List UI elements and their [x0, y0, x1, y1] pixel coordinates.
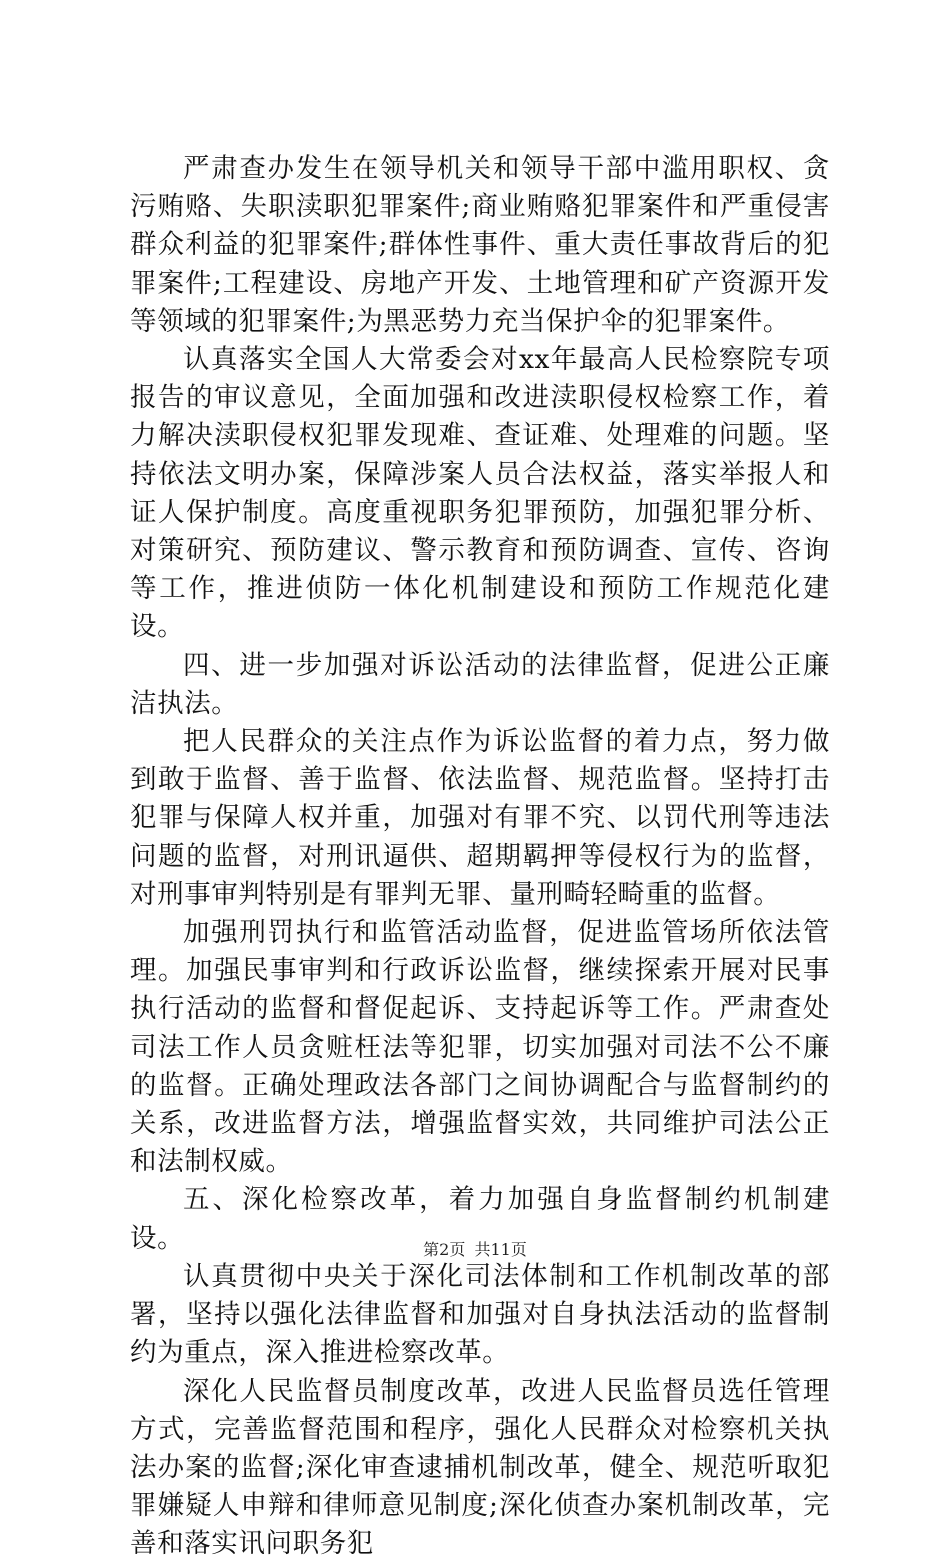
paragraph-4: 把人民群众的关注点作为诉讼监督的着力点，努力做到敢于监督、善于监督、依法监督、规范监督。坚持打击犯罪与保障人权并重，加强对有罪不究、以罚代刑等违法问题的监督，对刑讯逼供、超期羁押等侵权行为的监督，对刑事审判特别是有罪判无罪、量刑畸轻畸重的监督。: [130, 726, 830, 910]
page-number: 第2页: [423, 1240, 466, 1259]
page-footer: [0, 1240, 950, 1260]
paragraph-6-heading: 五、深化检察改革，着力加强自身监督制约机制建设。: [130, 1184, 830, 1254]
page-total: 共11页: [474, 1240, 527, 1259]
paragraph-2: 认真落实全国人大常委会对xx年最高人民检察院专项报告的审议意见，全面加强和改进渎职侵权检察工作，着力解决渎职侵权犯罪发现难、查证难、处理难的问题。坚持依法文明办案，保障涉案人员合法权益，落实举报人和证人保护制度。高度重视职务犯罪预防，加强犯罪分析、对策研究、预防建议、警示教育和预防调查、宣传、咨询等工作，推进侦防一体化机制建设和预防工作规范化建设。: [130, 344, 830, 643]
paragraph-7: 认真贯彻中央关于深化司法体制和工作机制改革的部署，坚持以强化法律监督和加强对自身执法活动的监督制约为重点，深入推进检察改革。: [130, 1260, 830, 1369]
paragraph-8: 深化人民监督员制度改革，改进人民监督员选任管理方式，完善监督范围和程序，强化人民群众对检察机关执法办案的监督;深化审查逮捕机制改革，健全、规范听取犯罪嫌疑人申辩和律师意见制度;深化侦查办案机制改革，完善和落实讯问职务犯: [130, 1375, 830, 1560]
paragraph-3-heading: 四、进一步加强对诉讼活动的法律监督，促进公正廉洁执法。: [130, 649, 830, 719]
paragraph-5: 加强刑罚执行和监管活动监督，促进监管场所依法管理。加强民事审判和行政诉讼监督，继续探索开展对民事执行活动的监督和督促起诉、支持起诉等工作。严肃查处司法工作人员贪赃枉法等犯罪，切实加强对司法不公不廉的监督。正确处理政法各部门之间协调配合与监督制约的关系，改进监督方法，增强监督实效，共同维护司法公正和法制权威。: [130, 917, 830, 1178]
document-body: [130, 150, 830, 1564]
paragraph-1: 严肃查办发生在领导机关和领导干部中滥用职权、贪污贿赂、失职渎职犯罪案件;商业贿赂犯罪案件和严重侵害群众利益的犯罪案件;群体性事件、重大责任事故背后的犯罪案件;工程建设、房地产开发、土地管理和矿产资源开发等领域的犯罪案件;为黑恶势力充当保护伞的犯罪案件。: [130, 153, 830, 337]
